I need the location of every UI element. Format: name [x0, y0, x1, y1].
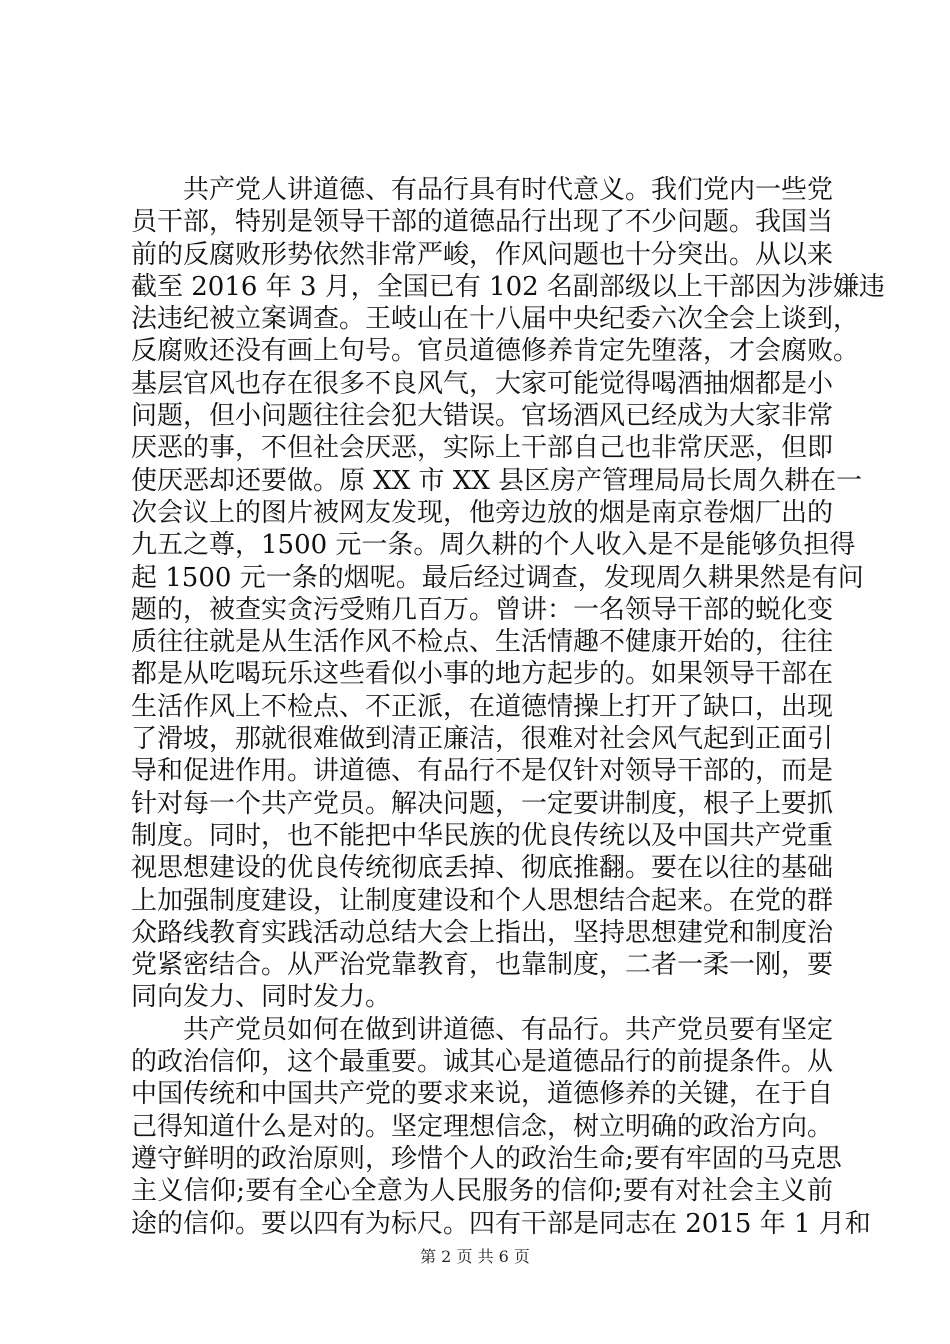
text-line: 都是从吃喝玩乐这些看似小事的地方起步的。如果领导干部在	[131, 659, 834, 690]
text-line: 九五之尊，1500 元一条。周久耕的个人收入是不是能够负担得	[131, 530, 856, 561]
text-line: 视思想建设的优良传统彻底丢掉、彻底推翻。要在以往的基础	[131, 853, 834, 884]
document-body	[131, 174, 885, 1240]
text-line: 同向发力、同时发力。	[131, 982, 392, 1013]
page-footer	[0, 1244, 950, 1267]
text-line: 员干部，特别是领导干部的道德品行出现了不少问题。我国当	[131, 207, 834, 238]
text-line: 遵守鲜明的政治原则，珍惜个人的政治生命;要有牢固的马克思	[131, 1143, 842, 1174]
text-line: 制度。同时，也不能把中华民族的优良传统以及中国共产党重	[131, 820, 834, 851]
text-line: 基层官风也存在很多不良风气，大家可能觉得喝酒抽烟都是小	[131, 368, 834, 399]
text-line: 使厌恶却还要做。原 XX 市 XX 县区房产管理局局长周久耕在一	[131, 465, 863, 496]
text-line: 上加强制度建设，让制度建设和个人思想结合起来。在党的群	[131, 885, 834, 916]
paragraph-1	[131, 174, 885, 1014]
text-line: 党紧密结合。从严治党靠教育，也靠制度，二者一柔一刚，要	[131, 950, 834, 981]
text-line: 题的，被查实贪污受贿几百万。曾讲：一名领导干部的蜕化变	[131, 594, 834, 625]
text-line: 截至 2016 年 3 月，全国已有 102 名副部级以上干部因为涉嫌违	[131, 271, 885, 302]
paragraph-2	[131, 1014, 871, 1240]
text-line: 众路线教育实践活动总结大会上指出，坚持思想建党和制度治	[131, 917, 834, 948]
text-line: 法违纪被立案调查。王岐山在十八届中央纪委六次全会上谈到，	[131, 304, 860, 335]
text-line: 的政治信仰，这个最重要。诚其心是道德品行的前提条件。从	[131, 1047, 834, 1078]
text-line: 主义信仰;要有全心全意为人民服务的信仰;要有对社会主义前	[131, 1176, 833, 1207]
text-line: 共产党人讲道德、有品行具有时代意义。我们党内一些党	[183, 175, 834, 205]
page-number-label: 第 2 页 共 6 页	[420, 1247, 530, 1266]
text-line: 中国传统和中国共产党的要求来说，道德修养的关键，在于自	[131, 1079, 834, 1110]
text-line: 共产党员如何在做到讲道德、有品行。共产党员要有坚定	[183, 1014, 834, 1045]
text-line: 了滑坡，那就很难做到清正廉洁，很难对社会风气起到正面引	[131, 724, 834, 755]
text-line: 导和促进作用。讲道德、有品行不是仅针对领导干部的，而是	[131, 756, 834, 787]
text-line: 起 1500 元一条的烟呢。最后经过调查，发现周久耕果然是有问	[131, 562, 864, 593]
text-line: 生活作风上不检点、不正派，在道德情操上打开了缺口，出现	[131, 691, 834, 722]
text-line: 前的反腐败形势依然非常严峻，作风问题也十分突出。从以来	[131, 239, 834, 270]
text-line: 问题，但小问题往往会犯大错误。官场酒风已经成为大家非常	[131, 401, 834, 432]
text-line: 途的信仰。要以四有为标尺。四有干部是同志在 2015 年 1 月和	[131, 1208, 871, 1239]
text-line: 质往往就是从生活作风不检点、生活情趣不健康开始的，往往	[131, 627, 834, 658]
text-line: 反腐败还没有画上句号。官员道德修养肯定先堕落，才会腐败。	[131, 336, 860, 367]
text-line: 针对每一个共产党员。解决问题，一定要讲制度，根子上要抓	[131, 788, 834, 819]
text-line: 己得知道什么是对的。坚定理想信念，树立明确的政治方向。	[131, 1111, 834, 1142]
text-line: 厌恶的事，不但社会厌恶，实际上干部自己也非常厌恶，但即	[131, 433, 834, 464]
text-line: 次会议上的图片被网友发现，他旁边放的烟是南京卷烟厂出的	[131, 497, 834, 528]
